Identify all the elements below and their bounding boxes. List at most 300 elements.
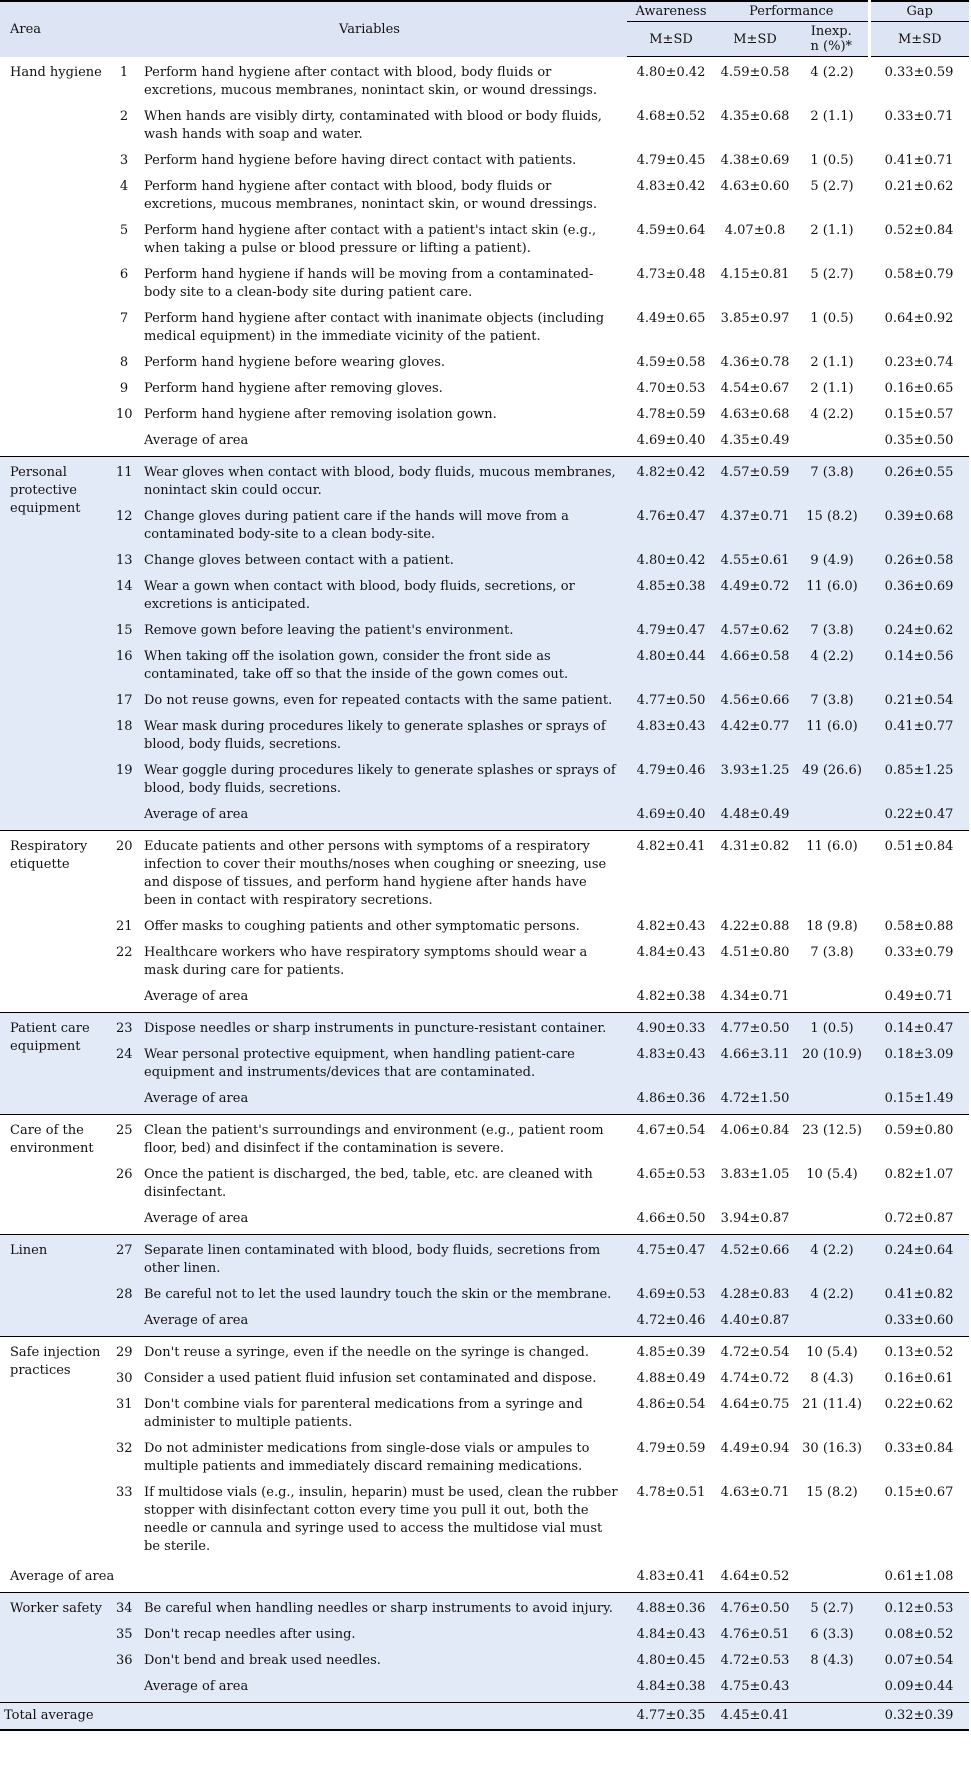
- gap-value: 0.51±0.84: [884, 838, 954, 854]
- average-performance: 4.34±0.71: [720, 988, 790, 1004]
- gap-value: 0.23±0.74: [884, 354, 954, 370]
- table-row: [0, 648, 969, 692]
- performance-value: 4.38±0.69: [720, 152, 790, 168]
- inexperience-value: 10 (5.4): [806, 1166, 858, 1182]
- table-row: [0, 310, 969, 354]
- item-text: Don't recap needles after using.: [136, 1626, 627, 1652]
- gap-value: 0.58±0.88: [884, 918, 954, 934]
- average-gap: 0.72±0.87: [884, 1210, 954, 1226]
- total-row: [0, 1702, 969, 1730]
- item-text: Perform hand hygiene after contact with inanimate objects (including medical equipment) in the immediate vicinity of the patient.: [144, 310, 605, 344]
- performance-value: 3.93±1.25: [715, 762, 795, 806]
- awareness-value: 4.85±0.39: [636, 1344, 706, 1360]
- awareness-value: 4.82±0.42: [627, 456, 715, 508]
- table-row: [0, 380, 969, 406]
- item-number: 9: [119, 380, 129, 396]
- performance-value: 4.28±0.83: [715, 1286, 795, 1312]
- average-gap: 0.35±0.50: [884, 432, 954, 448]
- performance-value: 4.59±0.58: [720, 65, 790, 80]
- table-row: [0, 508, 969, 552]
- performance-value: 4.51±0.80: [720, 944, 790, 960]
- inexperience-value: 6 (3.3): [795, 1626, 869, 1652]
- item-text: Clean the patient's surroundings and environment (e.g., patient room floor, bed) and disinfect if the contamination is severe.: [144, 1122, 604, 1156]
- average-gap: 0.33±0.60: [869, 1312, 969, 1337]
- inexperience-value: 49 (26.6): [795, 762, 869, 806]
- performance-value: 4.76±0.51: [715, 1626, 795, 1652]
- performance-value: 4.35±0.68: [720, 108, 790, 124]
- gap-value: 0.41±0.82: [869, 1286, 969, 1312]
- header-inexp: [795, 22, 869, 57]
- item-text: Perform hand hygiene after removing isolation gown.: [144, 406, 497, 422]
- inexperience-value: 2 (1.1): [810, 354, 854, 370]
- inexperience-value: 5 (2.7): [810, 178, 854, 194]
- item-text: Once the patient is discharged, the bed, table, etc. are cleaned with disinfectant.: [144, 1166, 593, 1200]
- table-row: [0, 1166, 969, 1210]
- average-performance: 4.64±0.52: [720, 1568, 790, 1584]
- average-inexp-blank: [795, 1564, 869, 1593]
- table-row: [0, 178, 969, 222]
- table-row: [0, 692, 969, 718]
- item-text: Wear personal protective equipment, when handling patient-care equipment and instruments/devices that are contaminated.: [136, 1046, 627, 1090]
- item-number: 25: [116, 1122, 133, 1138]
- item-number: 29: [116, 1344, 133, 1360]
- performance-value: 4.22±0.88: [720, 918, 790, 934]
- item-text: When taking off the isolation gown, consider the front side as contaminated, take off so that the inside of the gown comes out.: [136, 648, 627, 692]
- performance-value: 4.74±0.72: [720, 1370, 790, 1386]
- item-number: 32: [116, 1440, 133, 1456]
- awareness-value: 4.84±0.43: [627, 1626, 715, 1652]
- average-label: Average of area: [10, 1568, 115, 1584]
- performance-value: 4.77±0.50: [715, 1012, 795, 1046]
- average-label: Average of area: [144, 1210, 249, 1226]
- item-text: Change gloves during patient care if the hands will move from a contaminated body-site to a clean body-site.: [136, 508, 627, 552]
- gap-value: 0.08±0.52: [869, 1626, 969, 1652]
- average-gap: 0.49±0.71: [884, 988, 954, 1004]
- average-label: Average of area: [136, 1312, 627, 1337]
- total-label: Total average: [0, 1702, 627, 1730]
- inexperience-value: 15 (8.2): [795, 508, 869, 552]
- table-row: [0, 578, 969, 622]
- item-text: Perform hand hygiene before wearing gloves.: [144, 354, 446, 370]
- gap-value: 0.21±0.62: [884, 178, 954, 194]
- inexperience-value: 4 (2.2): [795, 648, 869, 692]
- inexperience-value: 2 (1.1): [810, 222, 854, 238]
- gap-value: 0.24±0.64: [869, 1234, 969, 1286]
- gap-value: 0.13±0.52: [884, 1344, 954, 1360]
- item-text: If multidose vials (e.g., insulin, heparin) must be used, clean the rubber stopper with disinfectant cotton every time you pull it out, both the needle or cannula and syringe used to access the multidose vial must be sterile.: [144, 1484, 618, 1554]
- performance-value: 4.66±0.58: [715, 648, 795, 692]
- inexperience-value: 30 (16.3): [802, 1440, 862, 1456]
- item-number: 27: [112, 1234, 136, 1286]
- average-awareness: 4.83±0.41: [636, 1568, 706, 1584]
- item-number: 33: [116, 1484, 133, 1500]
- performance-value: 4.06±0.84: [720, 1122, 790, 1138]
- item-number: 13: [112, 552, 136, 578]
- performance-value: 4.63±0.71: [720, 1484, 790, 1500]
- awareness-value: 4.88±0.49: [636, 1370, 706, 1386]
- gap-value: 0.33±0.84: [884, 1440, 954, 1456]
- performance-value: 4.07±0.8: [724, 222, 786, 238]
- average-inexp-blank: [795, 1090, 869, 1115]
- average-performance: 4.75±0.43: [715, 1678, 795, 1703]
- item-text: Consider a used patient fluid infusion set contaminated and dispose.: [144, 1370, 597, 1386]
- average-gap: 0.09±0.44: [869, 1678, 969, 1703]
- item-number: 28: [112, 1286, 136, 1312]
- performance-value: 4.36±0.78: [720, 354, 790, 370]
- performance-value: 3.85±0.97: [720, 310, 790, 326]
- gap-value: 0.12±0.53: [869, 1592, 969, 1626]
- awareness-value: 4.83±0.42: [636, 178, 706, 194]
- item-number: 15: [112, 622, 136, 648]
- gap-value: 0.82±1.07: [884, 1166, 954, 1182]
- item-text: Don't bend and break used needles.: [136, 1652, 627, 1678]
- average-number-blank: [112, 1210, 136, 1235]
- performance-value: 4.37±0.71: [715, 508, 795, 552]
- awareness-value: 4.77±0.50: [627, 692, 715, 718]
- item-number: 2: [119, 108, 129, 124]
- average-performance: 3.94±0.87: [720, 1210, 790, 1226]
- table-row: [0, 762, 969, 806]
- gap-value: 0.26±0.55: [869, 456, 969, 508]
- average-awareness: 4.72±0.46: [627, 1312, 715, 1337]
- performance-value: 4.76±0.50: [715, 1592, 795, 1626]
- awareness-value: 4.84±0.43: [636, 944, 706, 960]
- total-section: [0, 1702, 969, 1730]
- item-text: Perform hand hygiene after removing gloves.: [144, 380, 443, 396]
- item-text: Healthcare workers who have respiratory symptoms should wear a mask during care for patients.: [144, 944, 588, 978]
- header-gap: Gap: [869, 1, 969, 22]
- awareness-value: 4.85±0.38: [627, 578, 715, 622]
- gap-value: 0.18±3.09: [869, 1046, 969, 1090]
- average-row: [0, 1312, 969, 1337]
- gap-value: 0.41±0.77: [869, 718, 969, 762]
- item-number: 24: [112, 1046, 136, 1090]
- table-row: [0, 944, 969, 988]
- table-row: [0, 456, 969, 508]
- inexperience-value: 7 (3.8): [795, 622, 869, 648]
- average-performance: 4.40±0.87: [715, 1312, 795, 1337]
- awareness-value: 4.82±0.41: [636, 838, 706, 854]
- average-row: [0, 432, 969, 457]
- inexperience-value: 18 (9.8): [806, 918, 858, 934]
- header-performance: Performance: [715, 1, 869, 22]
- average-inexp-blank: [795, 806, 869, 831]
- average-row: [0, 1090, 969, 1115]
- item-number: 36: [112, 1652, 136, 1678]
- area-label: Respiratory etiquette: [10, 838, 88, 872]
- awareness-value: 4.68±0.52: [636, 108, 706, 124]
- section-4: [0, 1114, 969, 1234]
- item-text: Wear mask during procedures likely to generate splashes or sprays of blood, body fluids, secretions.: [136, 718, 627, 762]
- performance-value: 4.64±0.75: [720, 1396, 790, 1412]
- awareness-value: 4.83±0.43: [627, 1046, 715, 1090]
- inexperience-value: 8 (4.3): [810, 1370, 854, 1386]
- item-text: Do not reuse gowns, even for repeated contacts with the same patient.: [136, 692, 627, 718]
- average-label: Average of area: [144, 988, 249, 1004]
- header-inexp-line1: Inexp.: [810, 24, 852, 39]
- item-number: 8: [119, 354, 129, 370]
- table-row: [0, 1336, 969, 1370]
- table-row: [0, 57, 969, 108]
- performance-value: 3.83±1.05: [720, 1166, 790, 1182]
- gap-value: 0.24±0.62: [869, 622, 969, 648]
- item-text: Perform hand hygiene after contact with a patient's intact skin (e.g., when taking a pulse or blood pressure or lifting a patient).: [144, 222, 597, 256]
- average-awareness: 4.69±0.40: [627, 806, 715, 831]
- average-gap: 0.61±1.08: [884, 1568, 954, 1584]
- average-row: [0, 988, 969, 1013]
- awareness-value: 4.65±0.53: [636, 1166, 706, 1182]
- item-text: When hands are visibly dirty, contaminated with blood or body fluids, wash hands with soap and water.: [144, 108, 602, 142]
- awareness-value: 4.70±0.53: [636, 380, 706, 396]
- performance-value: 4.72±0.54: [720, 1344, 790, 1360]
- average-label: Average of area: [144, 432, 249, 448]
- table-row: [0, 406, 969, 432]
- item-text: Change gloves between contact with a patient.: [136, 552, 627, 578]
- awareness-value: 4.80±0.42: [627, 552, 715, 578]
- inexperience-value: 5 (2.7): [810, 266, 854, 282]
- area-label: Linen: [0, 1234, 112, 1336]
- item-number: 20: [116, 838, 133, 854]
- gap-value: 0.64±0.92: [884, 310, 954, 326]
- table-row: [0, 1484, 969, 1564]
- item-number: 17: [112, 692, 136, 718]
- table-header: [0, 1, 969, 57]
- inexperience-value: 23 (12.5): [802, 1122, 862, 1138]
- inexperience-value: 7 (3.8): [795, 456, 869, 508]
- inexperience-value: 4 (2.2): [795, 1286, 869, 1312]
- gap-value: 0.33±0.59: [884, 65, 954, 80]
- item-number: 7: [119, 310, 129, 326]
- item-text: Don't combine vials for parenteral medications from a syringe and administer to multiple patients.: [144, 1396, 583, 1430]
- performance-value: 4.57±0.62: [715, 622, 795, 648]
- item-number: 26: [116, 1166, 133, 1182]
- average-row: [0, 806, 969, 831]
- gap-value: 0.59±0.80: [884, 1122, 954, 1138]
- average-performance: 4.48±0.49: [715, 806, 795, 831]
- average-awareness: 4.84±0.38: [627, 1678, 715, 1703]
- inexperience-value: 8 (4.3): [795, 1652, 869, 1678]
- average-number-blank: [112, 1090, 136, 1115]
- inexperience-value: 1 (0.5): [810, 310, 854, 326]
- header-awareness-msd: M±SD: [627, 22, 715, 57]
- awareness-value: 4.83±0.43: [627, 718, 715, 762]
- awareness-value: 4.73±0.48: [636, 266, 706, 282]
- item-text: Offer masks to coughing patients and other symptomatic persons.: [144, 918, 580, 934]
- table-row: [0, 354, 969, 380]
- performance-value: 4.63±0.60: [720, 178, 790, 194]
- inexperience-value: 21 (11.4): [802, 1396, 862, 1412]
- inexperience-value: 4 (2.2): [810, 406, 854, 422]
- item-number: 11: [112, 456, 136, 508]
- item-text: Wear a gown when contact with blood, body fluids, secretions, or excretions is anticipated.: [136, 578, 627, 622]
- average-number-blank: [112, 1678, 136, 1703]
- awareness-value: 4.80±0.44: [627, 648, 715, 692]
- item-number: 4: [119, 178, 129, 194]
- table-row: [0, 718, 969, 762]
- item-number: 18: [112, 718, 136, 762]
- area-label: Care of the environment: [10, 1122, 94, 1156]
- gap-value: 0.15±0.57: [884, 406, 954, 422]
- header-gap-msd: M±SD: [869, 22, 969, 57]
- item-number: 19: [112, 762, 136, 806]
- gap-value: 0.16±0.65: [884, 380, 954, 396]
- average-awareness: 4.69±0.40: [636, 432, 706, 448]
- awareness-value: 4.80±0.42: [636, 65, 706, 80]
- table-row: [0, 552, 969, 578]
- area-label: Worker safety: [0, 1592, 112, 1702]
- gap-value: 0.85±1.25: [869, 762, 969, 806]
- inexperience-value: 7 (3.8): [810, 944, 854, 960]
- total-gap: 0.32±0.39: [869, 1702, 969, 1730]
- item-text: Remove gown before leaving the patient's environment.: [136, 622, 627, 648]
- section-5: [0, 1234, 969, 1336]
- table-row: [0, 1396, 969, 1440]
- table-row: [0, 918, 969, 944]
- item-text: Perform hand hygiene if hands will be moving from a contaminated-body site to a clean-body site during patient care.: [144, 266, 594, 300]
- item-text: Be careful not to let the used laundry touch the skin or the membrane.: [136, 1286, 627, 1312]
- average-performance: 4.35±0.49: [720, 432, 790, 448]
- awareness-value: 4.82±0.43: [636, 918, 706, 934]
- gap-value: 0.07±0.54: [869, 1652, 969, 1678]
- performance-value: 4.56±0.66: [715, 692, 795, 718]
- performance-value: 4.54±0.67: [720, 380, 790, 396]
- gap-value: 0.39±0.68: [869, 508, 969, 552]
- item-number: 31: [116, 1396, 133, 1412]
- performance-value: 4.63±0.68: [720, 406, 790, 422]
- area-label: Safe injection practices: [10, 1344, 101, 1378]
- section-3: [0, 1012, 969, 1114]
- item-number: 1: [119, 64, 129, 80]
- average-inexp-blank: [795, 1312, 869, 1337]
- table-row: [0, 1652, 969, 1678]
- average-inexp-blank: [795, 1678, 869, 1703]
- section-7: [0, 1592, 969, 1702]
- average-label: Average of area: [136, 1090, 627, 1115]
- average-gap: 0.22±0.47: [869, 806, 969, 831]
- gap-value: 0.22±0.62: [884, 1396, 954, 1412]
- item-number: 21: [116, 918, 133, 934]
- header-awareness: Awareness: [627, 1, 715, 22]
- awareness-value: 4.86±0.54: [636, 1396, 706, 1412]
- item-text: Separate linen contaminated with blood, body fluids, secretions from other linen.: [136, 1234, 627, 1286]
- gap-value: 0.21±0.54: [869, 692, 969, 718]
- item-text: Wear gloves when contact with blood, body fluids, mucous membranes, nonintact skin could occur.: [136, 456, 627, 508]
- inexperience-value: 11 (6.0): [795, 718, 869, 762]
- average-performance: 4.72±1.50: [715, 1090, 795, 1115]
- inexperience-value: 2 (1.1): [810, 108, 854, 124]
- item-text: Don't reuse a syringe, even if the needle on the syringe is changed.: [144, 1344, 589, 1360]
- gap-value: 0.36±0.69: [869, 578, 969, 622]
- section-2: [0, 830, 969, 1012]
- average-label: Average of area: [136, 806, 627, 831]
- table-row: [0, 1370, 969, 1396]
- item-text: Perform hand hygiene after contact with blood, body fluids or excretions, mucous membranes, nonintact skin, or wound dressings.: [144, 64, 597, 98]
- area-label: Hand hygiene: [10, 64, 102, 80]
- item-number: 30: [116, 1370, 133, 1386]
- table-row: [0, 830, 969, 918]
- header-performance-msd: M±SD: [715, 22, 795, 57]
- performance-value: 4.55±0.61: [715, 552, 795, 578]
- section-0: [0, 57, 969, 457]
- average-awareness: 4.66±0.50: [636, 1210, 706, 1226]
- gap-value: 0.33±0.79: [884, 944, 954, 960]
- performance-value: 4.57±0.59: [715, 456, 795, 508]
- item-number: 14: [112, 578, 136, 622]
- awareness-value: 4.90±0.33: [627, 1012, 715, 1046]
- awareness-value: 4.59±0.58: [636, 354, 706, 370]
- section-6: [0, 1336, 969, 1592]
- awareness-value: 4.78±0.51: [636, 1484, 706, 1500]
- item-text: Perform hand hygiene before having direct contact with patients.: [144, 152, 577, 168]
- inexperience-value: 5 (2.7): [795, 1592, 869, 1626]
- average-gap: 0.15±1.49: [869, 1090, 969, 1115]
- total-inexp-blank: [795, 1702, 869, 1730]
- item-text: Wear goggle during procedures likely to generate splashes or sprays of blood, body fluids, secretions.: [136, 762, 627, 806]
- inexperience-value: 15 (8.2): [806, 1484, 858, 1500]
- awareness-value: 4.59±0.64: [636, 222, 706, 238]
- item-number: 6: [119, 266, 129, 282]
- inexperience-value: 1 (0.5): [810, 152, 854, 168]
- awareness-value: 4.69±0.53: [627, 1286, 715, 1312]
- performance-value: 4.66±3.11: [715, 1046, 795, 1090]
- table-row: [0, 1114, 969, 1166]
- inexperience-value: 4 (2.2): [810, 65, 854, 80]
- gap-value: 0.15±0.67: [884, 1484, 954, 1500]
- inexperience-value: 1 (0.5): [795, 1012, 869, 1046]
- performance-value: 4.72±0.53: [715, 1652, 795, 1678]
- gap-value: 0.33±0.71: [884, 108, 954, 124]
- average-row: [0, 1678, 969, 1703]
- average-inexp-blank: [795, 432, 869, 457]
- average-awareness: 4.82±0.38: [636, 988, 706, 1004]
- area-label: Personal protective equipment: [0, 456, 112, 830]
- item-number: 23: [112, 1012, 136, 1046]
- item-text: Perform hand hygiene after contact with blood, body fluids or excretions, mucous membranes, nonintact skin, or wound dressings.: [144, 178, 597, 212]
- awareness-value: 4.49±0.65: [636, 310, 706, 326]
- average-number-blank: [112, 806, 136, 831]
- average-label: Average of area: [136, 1678, 627, 1703]
- item-number: 3: [119, 152, 129, 168]
- performance-value: 4.49±0.72: [715, 578, 795, 622]
- item-number: 22: [116, 944, 133, 960]
- performance-value: 4.31±0.82: [720, 838, 790, 854]
- item-text: Do not administer medications from single-dose vials or ampules to multiple patients and immediately discard remaining medications.: [144, 1440, 590, 1474]
- total-awareness: 4.77±0.35: [627, 1702, 715, 1730]
- gap-value: 0.52±0.84: [884, 222, 954, 238]
- table-row: [0, 1046, 969, 1090]
- inexperience-value: 20 (10.9): [795, 1046, 869, 1090]
- gap-value: 0.58±0.79: [884, 266, 954, 282]
- average-row: [0, 1564, 969, 1593]
- awareness-value: 4.75±0.47: [627, 1234, 715, 1286]
- average-number-blank: [112, 988, 136, 1013]
- area-label: Patient care equipment: [0, 1012, 112, 1114]
- awareness-value: 4.80±0.45: [627, 1652, 715, 1678]
- item-number: 12: [112, 508, 136, 552]
- awareness-value: 4.79±0.46: [627, 762, 715, 806]
- item-number: 16: [112, 648, 136, 692]
- gap-value: 0.16±0.61: [884, 1370, 954, 1386]
- performance-value: 4.15±0.81: [720, 266, 790, 282]
- performance-value: 4.49±0.94: [720, 1440, 790, 1456]
- inexperience-value: 11 (6.0): [806, 838, 858, 854]
- inexperience-value: 10 (5.4): [806, 1344, 858, 1360]
- awareness-value: 4.76±0.47: [627, 508, 715, 552]
- inexperience-value: 11 (6.0): [795, 578, 869, 622]
- awareness-value: 4.79±0.59: [636, 1440, 706, 1456]
- total-performance: 4.45±0.41: [715, 1702, 795, 1730]
- item-number: 5: [119, 222, 129, 238]
